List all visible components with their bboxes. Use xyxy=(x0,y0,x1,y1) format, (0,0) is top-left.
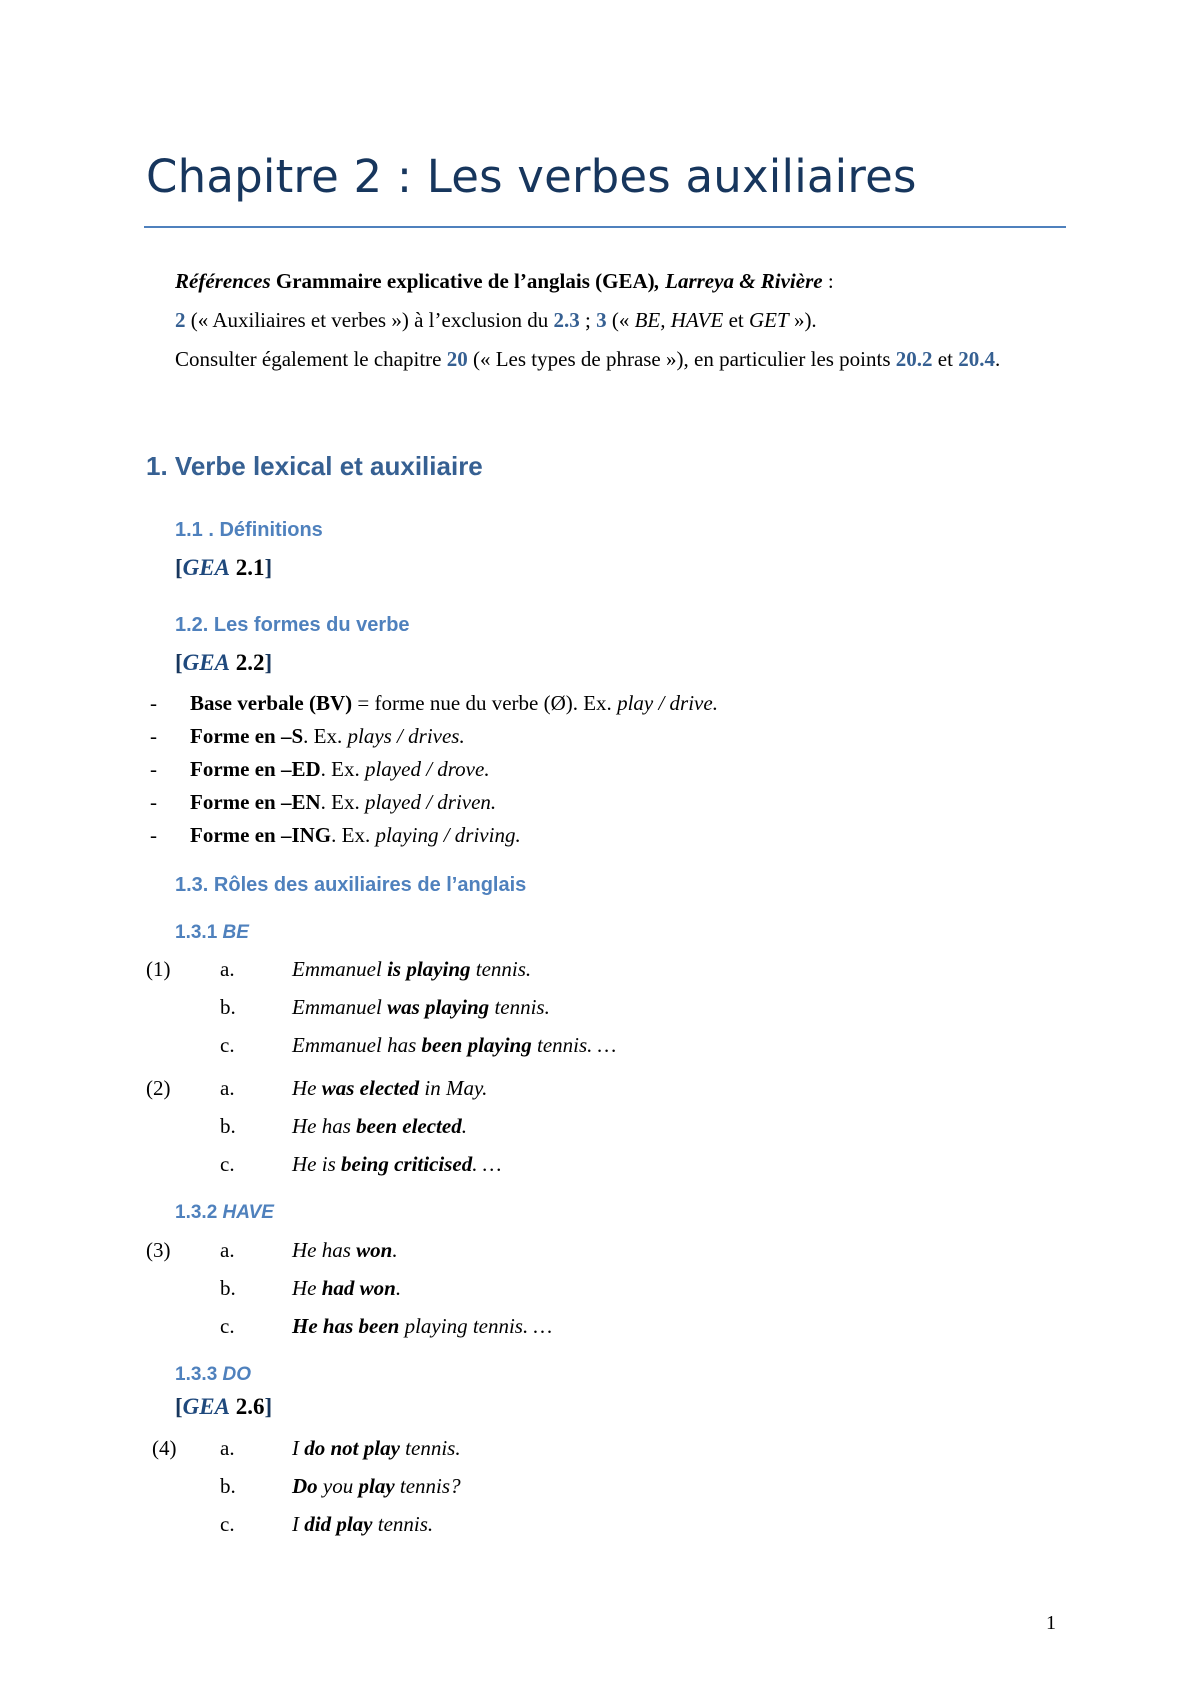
subsection-heading-1-1: 1.1 . Définitions xyxy=(175,519,323,541)
subsubsection-heading-have: 1.3.2 HAVE xyxy=(175,1202,274,1223)
section-ref: 20.2 xyxy=(895,347,933,371)
subsubsection-heading-do: 1.3.3 DO xyxy=(175,1364,252,1385)
chapter-ref: 3 xyxy=(596,308,607,332)
chapter-title: Chapitre 2 : Les verbes auxiliaires xyxy=(146,150,917,203)
section-ref: 20.4 xyxy=(958,347,995,371)
subsection-heading-1-2: 1.2. Les formes du verbe xyxy=(175,614,410,636)
references-line-3: Consulter également le chapitre 20 (« Les types de phrase »), en particulier les points 20.2 et 20.4. xyxy=(175,347,1001,371)
chapter-ref: 20 xyxy=(446,347,468,371)
subsubsection-heading-be: 1.3.1 BE xyxy=(175,922,249,943)
book-title: Grammaire explicative de l’anglais xyxy=(275,269,590,293)
section-heading-1: 1. Verbe lexical et auxiliaire xyxy=(146,451,483,481)
gea-reference: [GEA 2.1] xyxy=(175,555,273,580)
subsection-heading-1-3: 1.3. Rôles des auxiliaires de l’anglais xyxy=(175,874,527,896)
section-ref: 2.3 xyxy=(553,308,580,332)
references-line-2: 2 (« Auxiliaires et verbes ») à l’exclusion du 2.3 ; 3 (« BE, HAVE et GET »). xyxy=(175,308,817,332)
title-underline xyxy=(144,226,1066,228)
references-block xyxy=(175,262,1075,375)
chapter-ref: 2 xyxy=(175,308,186,332)
gea-reference: [GEA 2.6] xyxy=(175,1394,273,1419)
page-number: 1 xyxy=(1046,1612,1056,1634)
references-label: Références xyxy=(175,269,271,293)
book-authors: , Larreya & Rivière xyxy=(654,269,823,293)
book-abbr: (GEA) xyxy=(595,269,655,293)
document-page: Chapitre 2 : Les verbes auxiliaires Références Grammaire explicative de l’anglais (GEA), Larreya & Rivière : 2 (« Auxiliaires et verbes ») à l’exclusion du 2.3 ; 3 (« BE, HAVE et GET »). Consulter également le chapitre 20 (« Les types de phrase »), en particulier les points 20.2 et 20.4. 1. Verbe lexical et auxiliaire 1.1 . Définitions [GEA 2.1] 1.2. Les formes du verbe [GEA 2.2] - Base verbale (BV) = forme nue du verbe (Ø). Ex. play / drive. - Forme en –S. Ex. plays / drives. - Forme en –ED. Ex. played / drove. - Forme en –EN. Ex. played / driven. - Forme en –ING. Ex. playing / driving. 1.3. Rôles des auxiliaires de l’anglais 1.3.1 BE (1) a. Emmanuel is playing tennis. b. Emmanuel was playing tennis. c. Emmanuel has been playing tennis. … (2) a. He was elected in May. b. He has been elected. c. He is being criticised. … 1.3.2 HAVE (3) a. He has won. b. He had won. c. He has been playing tennis. … 1.3.3 DO [GEA 2.6] (4) a. I do not play tennis. b. Do you play tennis? c. I did play tennis. 1 xyxy=(0,0,1200,1696)
references-line-1: Références Grammaire explicative de l’anglais (GEA), Larreya & Rivière : xyxy=(175,269,834,293)
gea-reference: [GEA 2.2] xyxy=(175,650,273,675)
